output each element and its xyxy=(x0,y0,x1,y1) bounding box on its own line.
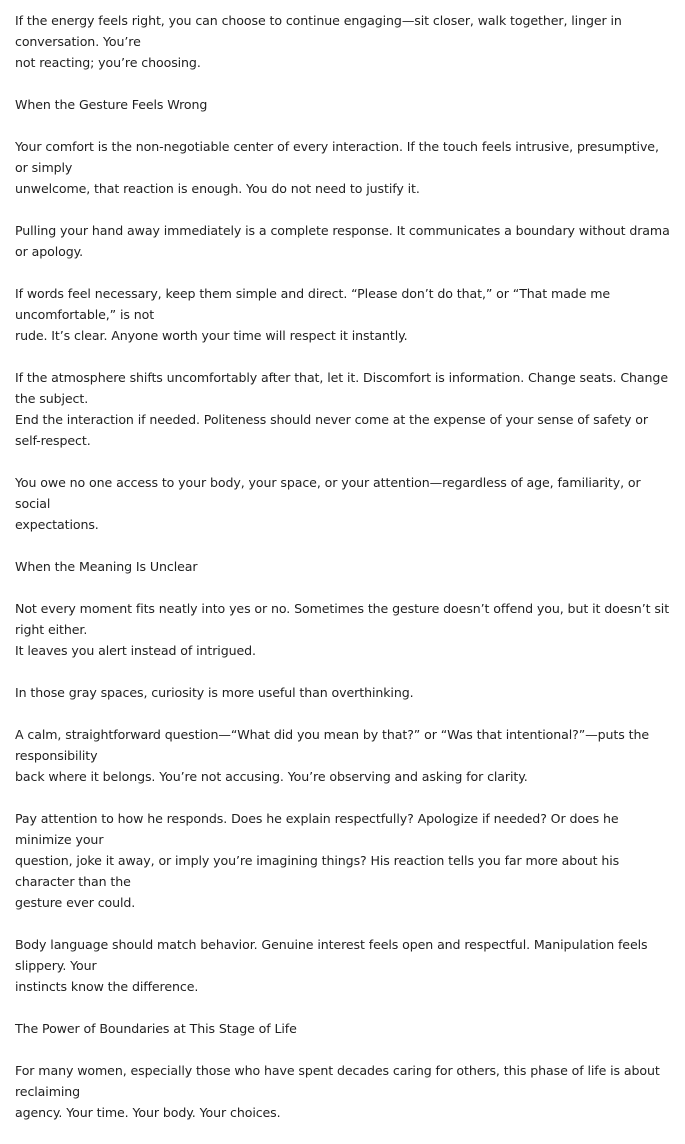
paragraph: Pay attention to how he responds. Does he explain respectfully? Apologize if needed? Or does he minimize your question, joke it away, or imply you’re imagining things? His reaction tells you far more about his character than the gesture ever could. xyxy=(15,811,620,910)
paragraph: For many women, especially those who have spent decades caring for others, this phase of life is about reclaiming agency. Your time. Your body. Your choices. xyxy=(15,1063,660,1120)
paragraph: In those gray spaces, curiosity is more useful than overthinking. xyxy=(15,685,414,700)
paragraph: A calm, straightforward question—“What did you mean by that?” or “Was that intentional?”—puts the responsibility back where it belongs. You’re not accusing. You’re observing and asking for clarity. xyxy=(15,727,649,784)
paragraph: You owe no one access to your body, your space, or your attention—regardless of age, familiarity, or social expectations. xyxy=(15,475,641,532)
paragraph: Not every moment fits neatly into yes or no. Sometimes the gesture doesn’t offend you, but it doesn’t sit right either. It leaves you alert instead of intrigued. xyxy=(15,601,670,658)
paragraph: If the energy feels right, you can choose to continue engaging—sit closer, walk together, linger in conversation. You’re not reacting; you’re choosing. xyxy=(15,13,622,70)
paragraph: If the atmosphere shifts uncomfortably after that, let it. Discomfort is information. Change seats. Change the subject. End the interaction if needed. Politeness should never come at the expense of your sense of safety or self-respect. xyxy=(15,370,668,448)
document-body xyxy=(15,10,675,1144)
paragraph: Body language should match behavior. Genuine interest feels open and respectful. Manipulation feels slippery. Your instincts know the difference. xyxy=(15,937,648,994)
paragraph: Your comfort is the non-negotiable center of every interaction. If the touch feels intrusive, presumptive, or simply unwelcome, that reaction is enough. You do not need to justify it. xyxy=(15,139,659,196)
section-heading: When the Gesture Feels Wrong xyxy=(15,97,208,112)
section-heading: When the Meaning Is Unclear xyxy=(15,559,198,574)
paragraph: Pulling your hand away immediately is a complete response. It communicates a boundary without drama or apology. xyxy=(15,223,670,259)
section-heading: The Power of Boundaries at This Stage of Life xyxy=(15,1021,297,1036)
paragraph: If words feel necessary, keep them simple and direct. “Please don’t do that,” or “That made me uncomfortable,” is not rude. It’s clear. Anyone worth your time will respect it instantly. xyxy=(15,286,611,343)
